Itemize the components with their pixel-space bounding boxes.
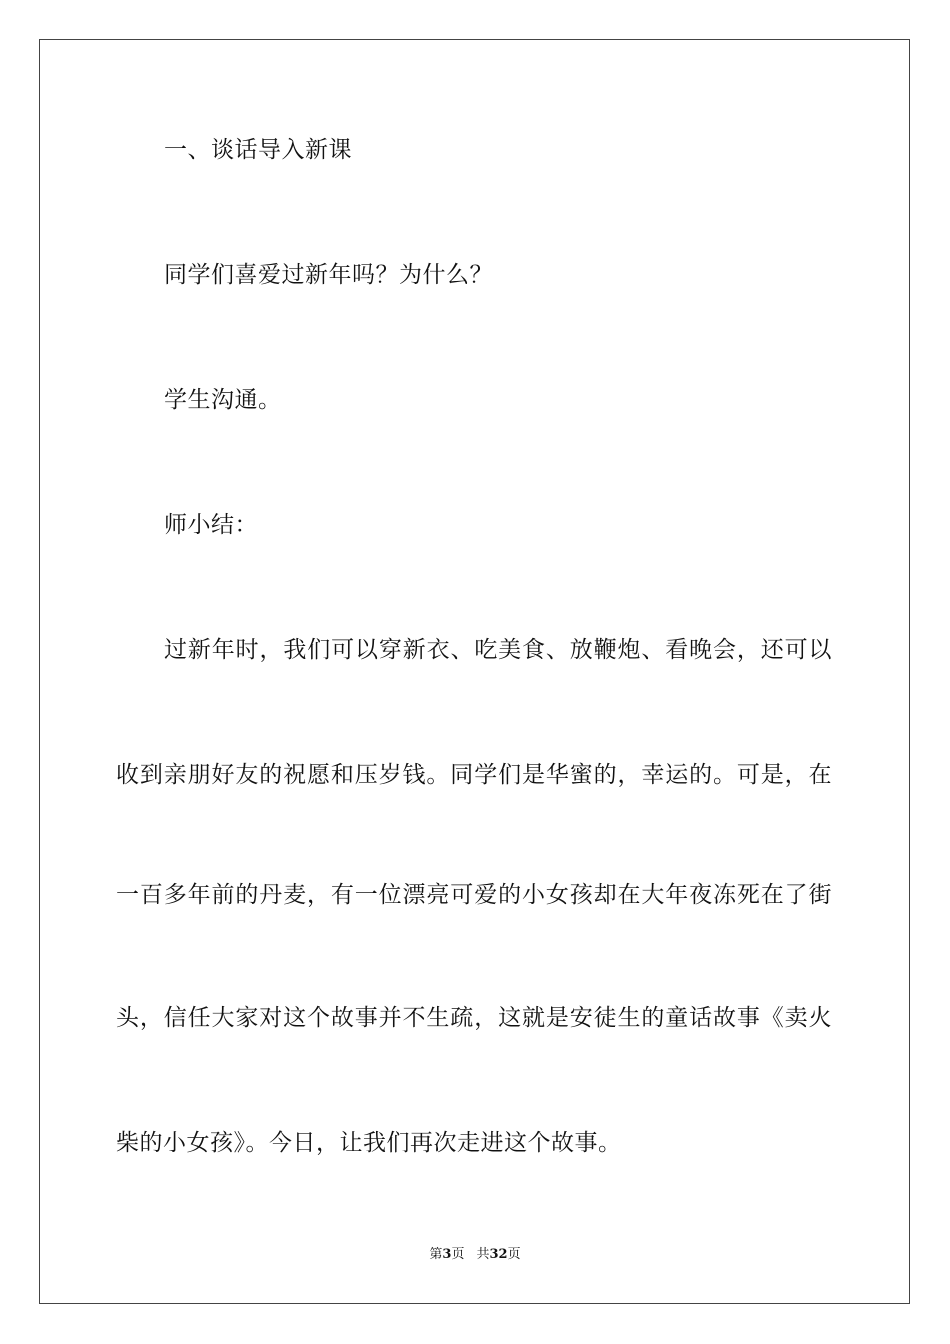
page-border — [39, 39, 910, 1304]
footer-page-prefix: 第 — [429, 1247, 443, 1262]
paragraph-question: 同学们喜爱过新年吗？为什么？ — [164, 262, 493, 288]
body-line-3: 一百多年前的丹麦，有一位漂亮可爱的小女孩却在大年夜冻死在了街 — [116, 882, 832, 908]
footer-page-number: 3 — [442, 1247, 452, 1262]
body-line-5: 柴的小女孩》。今日，让我们再次走进这个故事。 — [116, 1130, 622, 1156]
paragraph-student-response: 学生沟通。 — [164, 387, 282, 413]
footer-total-prefix: 共 — [476, 1247, 490, 1262]
footer-total-suffix: 页 — [507, 1247, 521, 1262]
body-line-1: 过新年时，我们可以穿新衣、吃美食、放鞭炮、看晚会，还可以 — [164, 637, 832, 663]
section-heading: 一、谈话导入新课 — [164, 137, 352, 163]
body-line-4: 头，信任大家对这个故事并不生疏，这就是安徒生的童话故事《卖火 — [116, 1005, 832, 1031]
paragraph-teacher-summary: 师小结： — [164, 512, 258, 538]
footer-total-pages: 32 — [489, 1247, 508, 1262]
footer-page-suffix: 页 — [451, 1247, 465, 1262]
body-line-2: 收到亲朋好友的祝愿和压岁钱。同学们是华蜜的，幸运的。可是，在 — [116, 762, 832, 788]
page-footer — [0, 1246, 950, 1264]
